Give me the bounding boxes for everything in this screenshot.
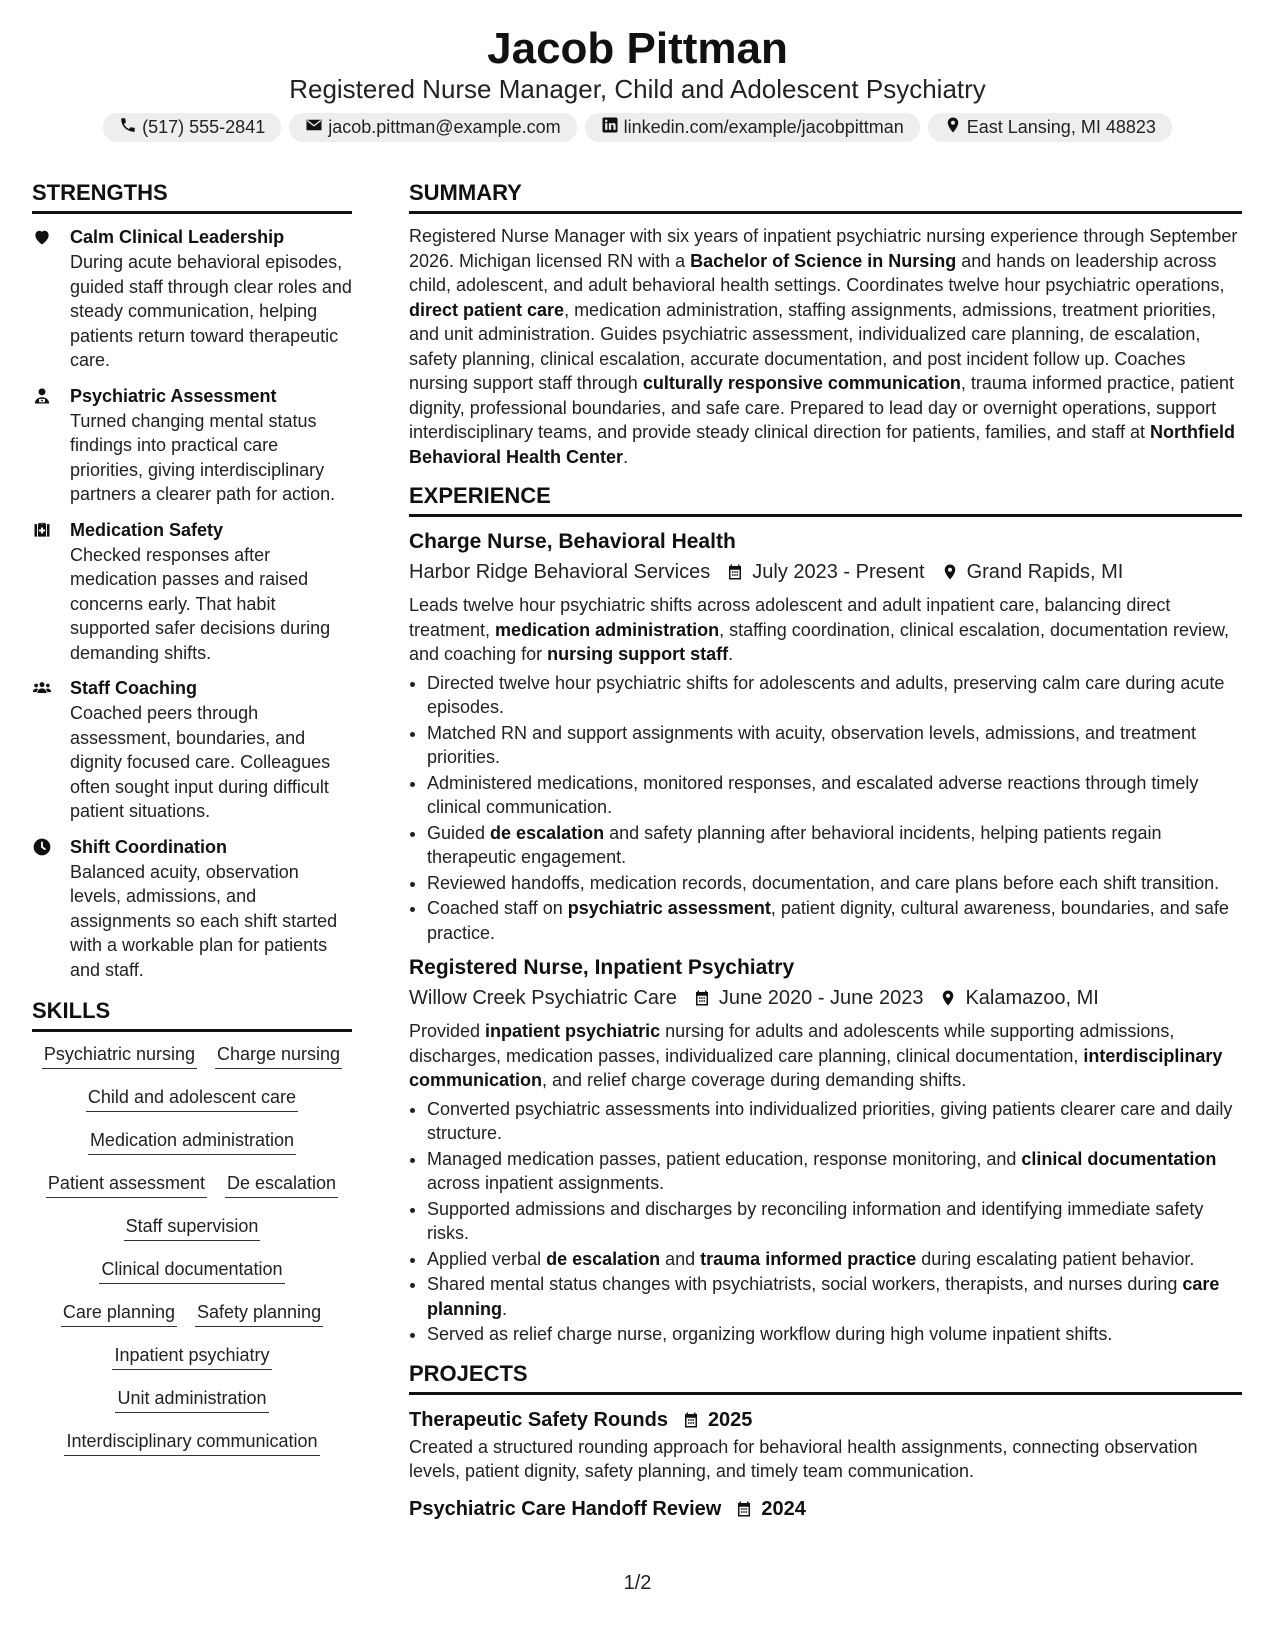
text-segment: Reviewed handoffs, medication records, documentation, and care plans before each shift transition.	[427, 872, 1220, 893]
bold-text: Northfield Behavioral Health Center	[409, 422, 1236, 467]
text-segment: Provided	[409, 1021, 486, 1041]
text-segment: , trauma informed practice, patient dignity, professional boundaries, and safe care. Prepared to lead day or overnight operations, support interdisciplinary teams, and provide steady clinical direction for patients, families, and staff at	[409, 373, 1235, 442]
text-segment: .	[502, 1298, 508, 1319]
text-segment: , staffing coordination, clinical escalation, documentation review, and coaching for	[409, 619, 1230, 664]
calendar-icon	[726, 563, 744, 581]
skill-tag: Psychiatric nursing	[42, 1042, 197, 1069]
bullet-item	[427, 871, 1242, 896]
strength-item	[32, 383, 352, 507]
calendar-icon	[693, 989, 711, 1007]
contact-bar	[0, 113, 1275, 142]
summary-text	[409, 224, 1242, 469]
skill-tag: Patient assessment	[46, 1171, 207, 1198]
project-entry	[409, 1494, 1242, 1524]
map-marker-icon	[941, 563, 959, 581]
experience-heading: EXPERIENCE	[409, 481, 1242, 517]
contact-email[interactable]	[289, 113, 576, 142]
bold-text: inpatient psychiatric	[485, 1021, 661, 1041]
text-segment: , and relief charge coverage during demanding shifts.	[542, 1070, 967, 1090]
strength-description: Balanced acuity, observation levels, admissions, and assignments so each shift started with a workable plan for patients and staff.	[70, 861, 338, 980]
candidate-name: Jacob Pittman	[487, 24, 788, 73]
bold-text: medication administration	[495, 619, 720, 640]
contact-linkedin-text: linkedin.com/example/jacobpittman	[623, 117, 904, 137]
job-entry	[409, 953, 1242, 1347]
skill-tag: Interdisciplinary communication	[64, 1429, 319, 1456]
strength-title: Staff Coaching	[70, 678, 198, 698]
bullet-item	[427, 671, 1242, 720]
job-bullets	[409, 1097, 1242, 1347]
calendar-icon	[682, 1411, 700, 1429]
skill-tag: De escalation	[225, 1171, 338, 1198]
skills-list	[32, 1042, 352, 1456]
skill-tag: Clinical documentation	[99, 1257, 284, 1284]
project-title: Therapeutic Safety Rounds	[409, 1408, 668, 1431]
skill-row	[32, 1343, 352, 1370]
medkit-icon	[32, 517, 70, 666]
users-icon	[32, 675, 70, 824]
bullet-item	[427, 721, 1242, 770]
strength-title: Medication Safety	[70, 519, 224, 540]
job-meta	[409, 983, 1242, 1013]
bullet-item	[427, 821, 1242, 870]
candidate-role: Registered Nurse Manager, Child and Adolescent Psychiatry	[289, 74, 986, 104]
bold-text: trauma informed practice	[700, 1248, 917, 1269]
strength-title: Shift Coordination	[70, 836, 227, 857]
bold-text: care planning	[427, 1274, 1220, 1319]
strength-description: During acute behavioral episodes, guided staff through clear roles and steady communication, helping patients return toward therapeutic care.	[70, 252, 352, 370]
text-segment: , patient dignity, cultural awareness, boundaries, and safe practice.	[427, 898, 1229, 943]
job-meta	[409, 557, 1242, 587]
bold-text: culturally responsive communication	[642, 373, 961, 393]
text-segment: , medication administration, staffing assignments, admissions, treatment priorities, and unit administration. Guides psychiatric assessment, individualized care planning, de escalation, safety planning, clinical escalation, accurate documentation, and post incident follow up. Coaches nursing support staff through	[409, 299, 1217, 393]
text-segment: .	[623, 446, 629, 467]
job-dates: July 2023 - Present	[752, 561, 925, 583]
bold-text: Bachelor of Science in Nursing	[690, 250, 957, 271]
text-segment: Managed medication passes, patient education, response monitoring, and	[427, 1148, 1022, 1169]
text-segment: during escalating patient behavior.	[916, 1248, 1195, 1269]
text-segment: and	[660, 1248, 701, 1269]
project-year: 2024	[761, 1497, 806, 1520]
envelope-icon	[305, 116, 323, 139]
clock-icon	[32, 834, 70, 983]
job-location: Kalamazoo, MI	[965, 987, 1099, 1009]
skill-tag: Safety planning	[195, 1300, 323, 1327]
job-location: Grand Rapids, MI	[966, 561, 1124, 583]
skill-row	[32, 1042, 352, 1069]
bold-text: nursing support staff	[547, 644, 729, 664]
contact-linkedin[interactable]	[585, 113, 920, 142]
linkedin-icon	[601, 116, 619, 139]
text-segment: Served as relief charge nurse, organizing workflow during high volume inpatient shifts.	[427, 1324, 1113, 1344]
calendar-icon	[735, 1500, 753, 1518]
job-company: Willow Creek Psychiatric Care	[409, 987, 677, 1009]
job-company: Harbor Ridge Behavioral Services	[409, 561, 711, 583]
strength-item	[32, 834, 352, 983]
text-segment: Applied verbal	[427, 1248, 547, 1269]
skill-tag: Unit administration	[115, 1386, 268, 1413]
bold-text: de escalation	[546, 1248, 661, 1269]
map-marker-icon	[944, 116, 962, 139]
skill-tag: Charge nursing	[215, 1042, 342, 1069]
bullet-item	[427, 1097, 1242, 1146]
project-title: Psychiatric Care Handoff Review	[409, 1497, 722, 1520]
left-column	[32, 178, 352, 1472]
bullet-item	[427, 1197, 1242, 1246]
skill-row	[32, 1128, 352, 1155]
text-segment: .	[728, 644, 734, 664]
strength-item	[32, 675, 352, 824]
skill-row	[32, 1214, 352, 1241]
text-segment: across inpatient assignments.	[427, 1173, 665, 1193]
bullet-item	[427, 1272, 1242, 1321]
job-intro	[409, 593, 1242, 667]
skill-row	[32, 1386, 352, 1413]
bullet-item	[427, 771, 1242, 820]
skill-row	[32, 1085, 352, 1112]
contact-location	[928, 113, 1172, 142]
text-segment: Matched RN and support assignments with acuity, observation levels, admissions, and treatment priorities.	[427, 722, 1197, 767]
projects-heading: PROJECTS	[409, 1359, 1242, 1395]
text-segment: Converted psychiatric assessments into individualized priorities, giving patients clearer care and daily structure.	[427, 1098, 1233, 1143]
bold-text: de escalation	[490, 822, 605, 843]
project-entry	[409, 1405, 1242, 1484]
strength-description: Coached peers through assessment, boundaries, and dignity focused care. Colleagues often sought input during difficult patient situations.	[70, 703, 331, 821]
text-segment: Supported admissions and discharges by reconciling information and identifying immediate safety risks.	[427, 1198, 1204, 1243]
text-segment: Leads twelve hour psychiatric shifts across adolescent and adult inpatient care, balancing direct treatment,	[409, 595, 1171, 640]
project-title-row	[409, 1494, 1242, 1524]
bold-text: clinical documentation	[1021, 1148, 1217, 1169]
bold-text: psychiatric assessment	[567, 898, 771, 918]
project-description: Created a structured rounding approach for behavioral health assignments, connecting observation levels, patient dignity, safety planning, and timely team communication.	[409, 1436, 1198, 1481]
text-segment: nursing for adults and adolescents while supporting admissions, discharges, medication passes, individualized care planning, clinical documentation,	[409, 1021, 1175, 1066]
text-segment: and safety planning after behavioral incidents, helping patients regain therapeutic engagement.	[427, 822, 1162, 867]
skill-tag: Medication administration	[88, 1128, 296, 1155]
text-segment: Shared mental status changes with psychiatrists, social workers, therapists, and nurses during	[427, 1274, 1183, 1294]
text-segment: and hands on leadership across child, adolescent, and adult behavioral health settings. Coordinates twelve hour psychiatric operations,	[409, 250, 1225, 295]
summary-heading: SUMMARY	[409, 178, 1242, 214]
user-doctor-icon	[32, 383, 70, 507]
job-dates: June 2020 - June 2023	[718, 987, 924, 1009]
text-segment: Directed twelve hour psychiatric shifts for adolescents and adults, preserving calm care during acute episodes.	[427, 672, 1225, 717]
skill-row	[32, 1171, 352, 1198]
map-marker-icon	[939, 989, 957, 1007]
bold-text: interdisciplinary communication	[409, 1045, 1223, 1090]
job-intro	[409, 1019, 1242, 1093]
skill-row	[32, 1300, 352, 1327]
text-segment: Coached staff on	[427, 898, 568, 918]
project-title-row	[409, 1405, 1242, 1435]
job-bullets	[409, 671, 1242, 946]
text-segment: Administered medications, monitored responses, and escalated adverse reactions through timely clinical communication.	[427, 772, 1199, 817]
strength-item	[32, 224, 352, 373]
contact-email-text: jacob.pittman@example.com	[328, 117, 561, 137]
strength-title: Psychiatric Assessment	[70, 385, 277, 406]
skill-row	[32, 1257, 352, 1284]
strength-item	[32, 517, 352, 666]
bullet-item	[427, 1147, 1242, 1196]
strength-description: Turned changing mental status findings into practical care priorities, giving interdisciplinary partners a clearer path for action.	[70, 410, 336, 504]
strengths-heading: STRENGTHS	[32, 178, 352, 214]
skill-tag: Child and adolescent care	[86, 1085, 298, 1112]
job-title: Registered Nurse, Inpatient Psychiatry	[409, 956, 795, 979]
skills-heading: SKILLS	[32, 996, 352, 1032]
contact-phone[interactable]	[103, 113, 281, 142]
skill-tag: Staff supervision	[124, 1214, 261, 1241]
bold-text: direct patient care	[409, 299, 565, 320]
page-number: 1/2	[623, 1572, 652, 1594]
heart-icon	[32, 224, 70, 373]
job-entry	[409, 527, 1242, 945]
contact-location-text: East Lansing, MI 48823	[966, 117, 1156, 137]
contact-phone-text: (517) 555-2841	[142, 117, 266, 137]
text-segment: Guided	[427, 822, 491, 843]
skill-tag: Care planning	[61, 1300, 177, 1327]
project-year: 2025	[707, 1408, 753, 1431]
strength-title: Calm Clinical Leadership	[70, 227, 285, 247]
job-title: Charge Nurse, Behavioral Health	[409, 530, 736, 553]
bullet-item	[427, 1247, 1242, 1272]
strength-description: Checked responses after medication passes and raised concerns early. That habit supported safer decisions during demanding shifts.	[70, 544, 331, 663]
right-column	[409, 178, 1242, 1524]
phone-icon	[119, 116, 137, 139]
skill-tag: Inpatient psychiatry	[112, 1343, 271, 1370]
bullet-item	[427, 896, 1242, 945]
bullet-item	[427, 1322, 1242, 1347]
text-segment: Registered Nurse Manager with six years of inpatient psychiatric nursing experience through September 2026. Michigan licensed RN with a	[409, 226, 1238, 271]
skill-row	[32, 1429, 352, 1456]
